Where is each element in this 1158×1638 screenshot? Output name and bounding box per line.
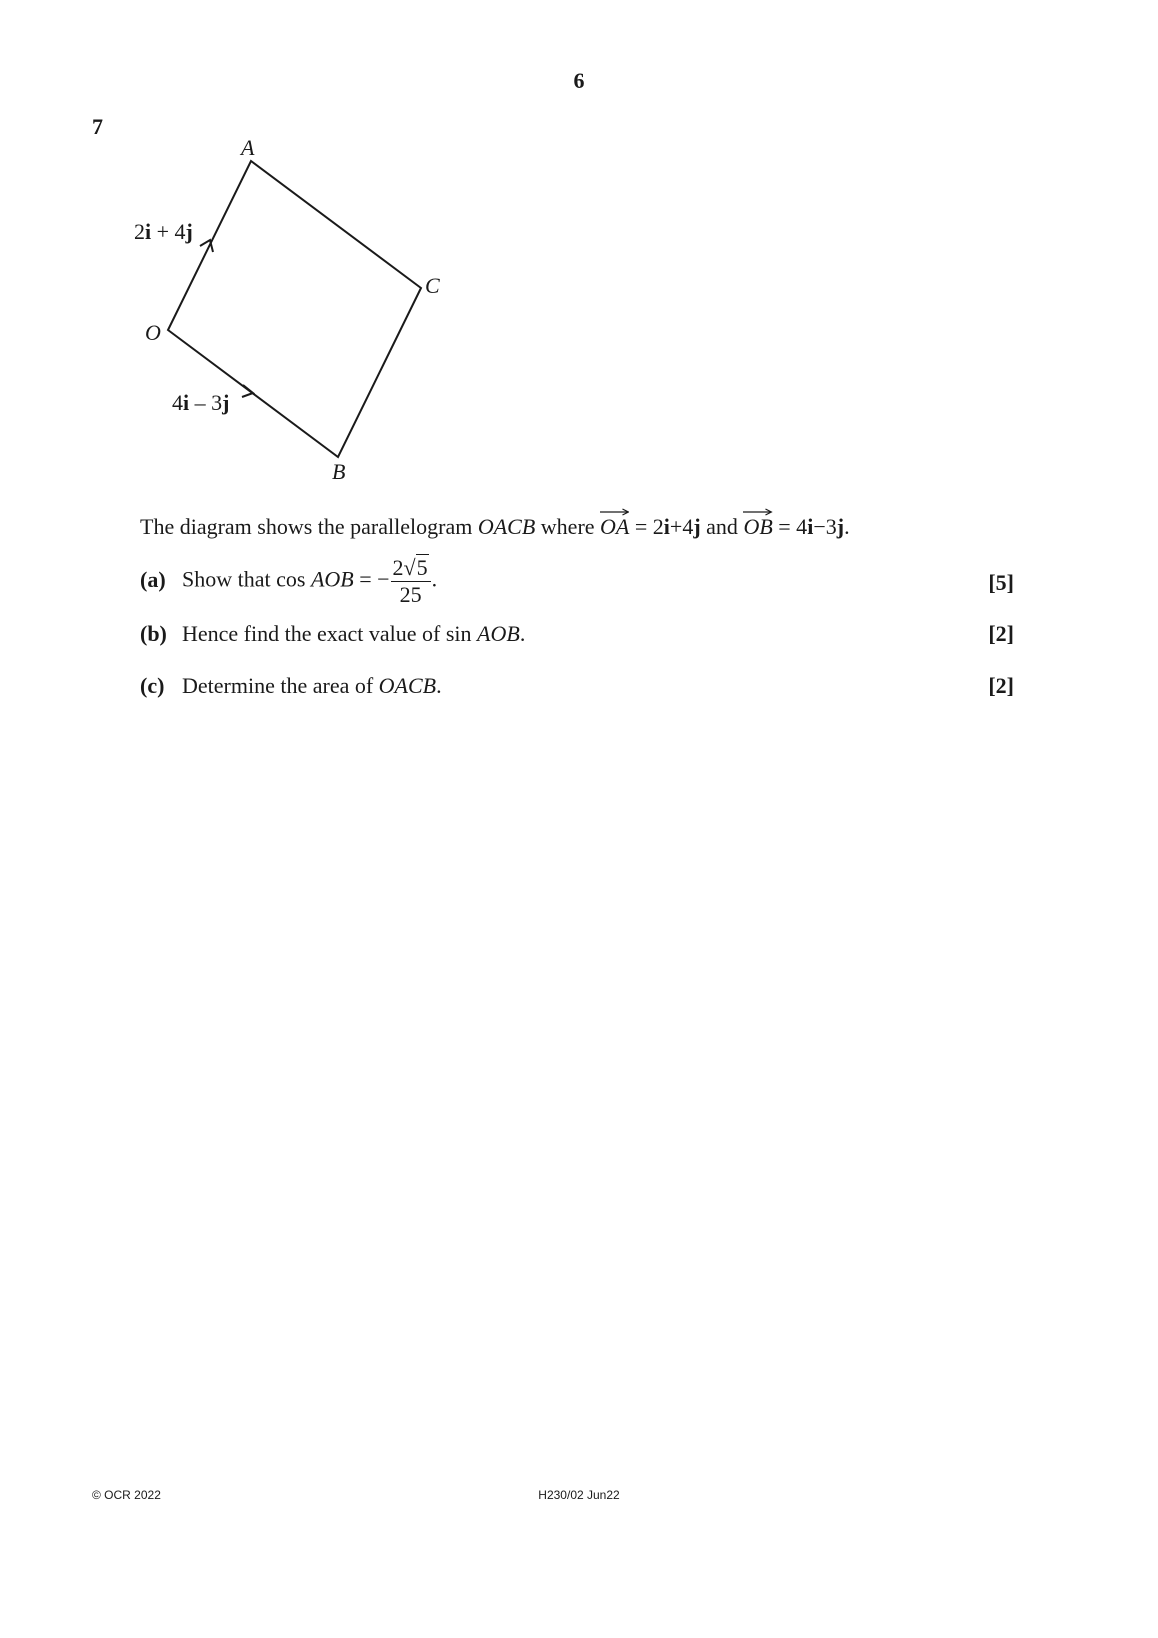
parallelogram-diagram <box>0 0 1158 500</box>
arrow-head-ob <box>242 385 253 397</box>
vertex-label-o: O <box>145 320 161 345</box>
marks-c: [2] <box>988 673 1014 698</box>
vector-label-ob: 4i – 3j <box>172 390 230 415</box>
page-number: 6 <box>573 68 585 93</box>
vertex-label-b: B <box>332 459 346 484</box>
part-label: (b) <box>140 621 167 646</box>
question-number: 7 <box>92 114 103 139</box>
sqrt-symbol: √5 <box>403 555 428 580</box>
part-c: (c) Determine the area of OACB. <box>140 673 442 698</box>
part-b: (b) Hence find the exact value of sin AOB. <box>140 621 526 646</box>
vector-label-oa: 2i + 4j <box>134 219 193 244</box>
vertex-label-c: C <box>425 273 440 298</box>
footer-copyright: © OCR 2022 <box>92 1488 161 1502</box>
question-stem: The diagram shows the parallelogram OACB where OA = 2i+4j and OB = 4i−3j. <box>140 514 850 540</box>
vector-ob: OB <box>743 514 772 540</box>
marks-a: [5] <box>988 570 1014 595</box>
part-label: (a) <box>140 566 166 592</box>
part-label: (c) <box>140 673 165 698</box>
fraction: $\frac{2√5}{25}$ <box>391 557 431 606</box>
part-a: (a) Show that cos AOB = − $\frac{2√5}{25}$ . <box>140 555 438 607</box>
footer-code: H230/02 Jun22 <box>538 1488 620 1502</box>
shape-name: OACB <box>477 514 536 539</box>
vertex-label-a: A <box>241 135 255 160</box>
marks-b: [2] <box>988 621 1014 646</box>
vector-oa: OA <box>600 514 629 540</box>
